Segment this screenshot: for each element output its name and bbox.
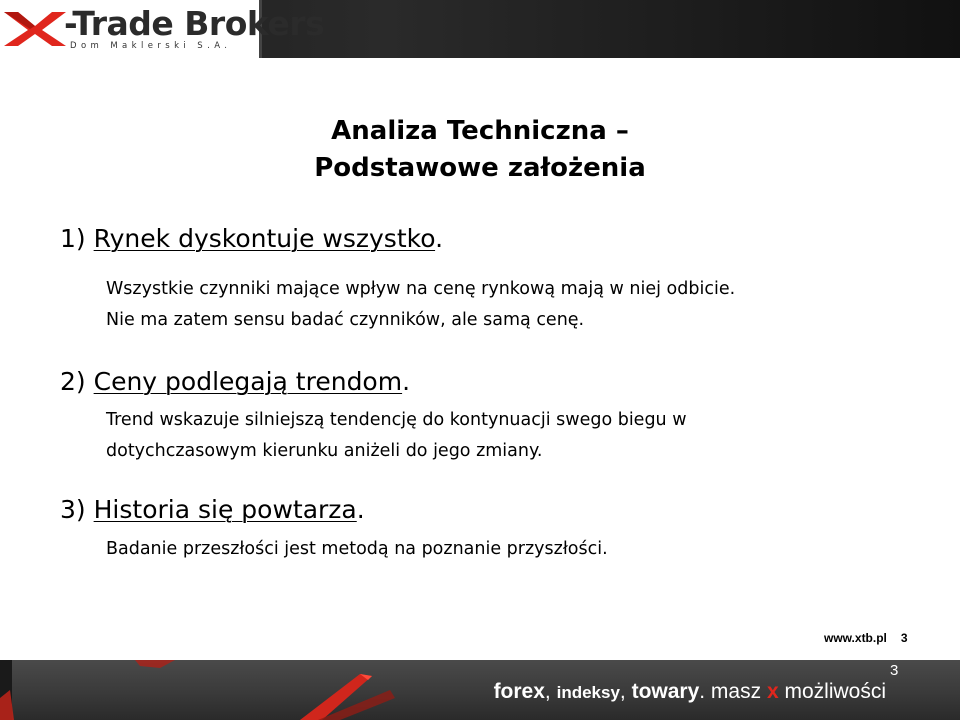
description-line: Nie ma zatem sensu badać czynników, ale samą cenę. <box>106 310 585 330</box>
point-number: 2) <box>60 367 86 396</box>
logo-x-icon <box>4 6 66 50</box>
description-line: Wszystkie czynniki mające wpływ na cenę rynkową mają w niej odbicie. <box>106 279 736 299</box>
description-line: dotychczasowym kierunku aniżeli do jego zmiany. <box>106 441 543 461</box>
description-line: Trend wskazuje silniejszą tendencję do kontynuacji swego biegu w <box>106 410 687 430</box>
page-title <box>0 113 960 187</box>
slogan-sep-2: , <box>619 680 632 703</box>
footer-url <box>824 631 908 645</box>
point-2-description <box>106 405 687 467</box>
point-title: Rynek dyskontuje wszystko <box>93 224 436 253</box>
footer-bar <box>0 660 960 720</box>
title-line-2: Podstawowe założenia <box>314 153 646 183</box>
point-1-heading <box>60 224 443 253</box>
description-line: Badanie przeszłości jest metodą na poznanie przyszłości. <box>106 539 608 559</box>
point-2-heading <box>60 367 410 396</box>
point-punct: . <box>402 367 411 396</box>
point-number: 3) <box>60 495 86 524</box>
header-bar <box>0 0 960 58</box>
slogan-sep-3: . masz <box>699 680 767 703</box>
slogan-forex: forex <box>493 680 545 703</box>
page-number: 3 <box>900 631 908 645</box>
point-punct: . <box>356 495 365 524</box>
slide-number: 3 <box>890 662 899 679</box>
slogan-mozliwosci: możliwości <box>778 680 886 703</box>
logo-text: -Trade Brokers <box>64 4 325 43</box>
point-title: Historia się powtarza <box>93 495 357 524</box>
slogan-x: x <box>766 680 779 703</box>
slogan-indeksy: indeksy <box>556 683 620 702</box>
footer-slogan <box>494 680 886 704</box>
point-number: 1) <box>60 224 86 253</box>
point-3-description <box>106 534 608 565</box>
point-punct: . <box>435 224 444 253</box>
point-title: Ceny podlegają trendom <box>93 367 403 396</box>
point-1-description <box>106 274 735 336</box>
logo <box>0 0 325 58</box>
slogan-towary: towary <box>631 680 700 703</box>
point-3-heading <box>60 495 365 524</box>
logo-subtitle: Dom Maklerski S.A. <box>70 41 232 51</box>
website-link[interactable]: www.xtb.pl <box>824 631 887 645</box>
slogan-sep-1: , <box>544 680 557 703</box>
title-line-1: Analiza Techniczna – <box>331 116 629 146</box>
